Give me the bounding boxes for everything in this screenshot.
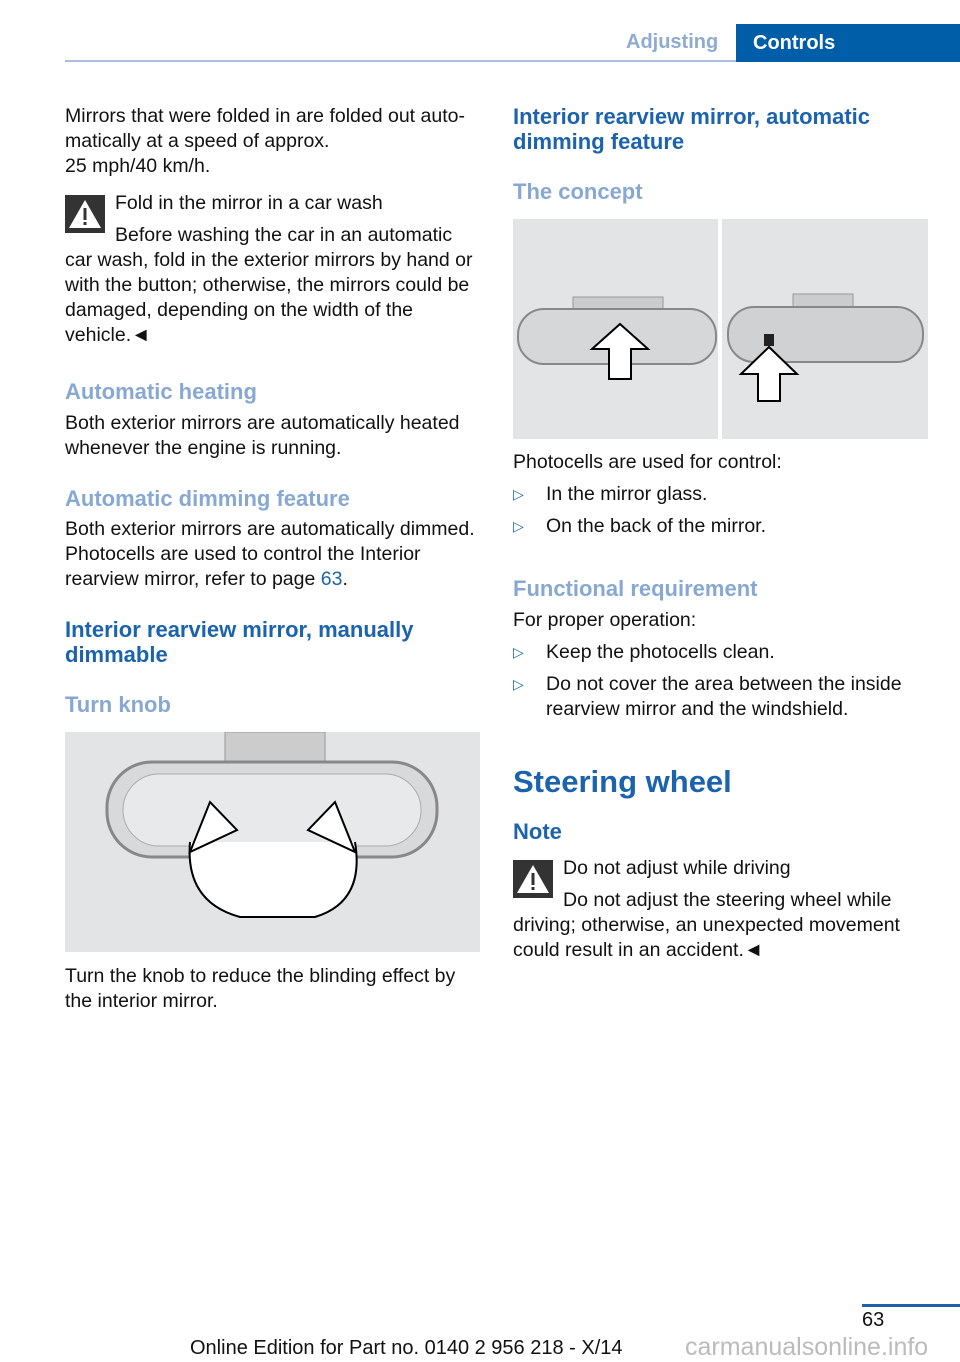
list-item: [513, 640, 928, 665]
warning-car-wash: [65, 191, 480, 216]
concept-lead: Photocells are used for control:: [513, 451, 782, 473]
heading-steering-wheel: Steering wheel: [513, 764, 732, 799]
warning-text: Before washing the car in an automatic car wash, fold in the exterior mirrors by hand or with the button; otherwise, the mirrors could be damaged, depending on the width of the vehicle.◄: [65, 224, 473, 346]
intro-line: Mirrors that were folded in are folded out auto-: [65, 105, 465, 127]
turn-knob-illustration: [65, 732, 480, 952]
requirement-lead: For proper operation:: [513, 609, 697, 631]
intro-line: 25 mph/40 km/h.: [65, 155, 211, 177]
warning-title: Do not adjust while driving: [563, 857, 791, 879]
dimming-text: [65, 517, 480, 592]
bullet-triangle-icon: ▷: [513, 486, 524, 502]
heading-auto-mirror: Interior rearview mirror, automatic dimming feature: [513, 104, 871, 154]
watermark: carmanualsonline.info: [685, 1333, 929, 1361]
heading-concept: The concept: [513, 179, 643, 204]
intro-line: matically at a speed of approx.: [65, 130, 330, 152]
warning-title: Fold in the mirror in a car wash: [115, 192, 383, 214]
header-chapter-tab: Controls: [736, 24, 960, 62]
footer-edition: Online Edition for Part no. 0140 2 956 218 - X/14: [190, 1337, 623, 1359]
list-item-text: On the back of the mirror.: [546, 515, 767, 537]
heading-note: Note: [513, 819, 562, 844]
warning-icon: [513, 860, 553, 898]
dimming-text-body: Both exterior mirrors are automatically dimmed. Photocells are used to control the Interior rearview mirror, refer to page: [65, 518, 475, 590]
right-column: [513, 104, 928, 963]
dimming-text-end: .: [342, 568, 348, 590]
list-item-text: In the mirror glass.: [546, 483, 708, 505]
photocell-illustration: [513, 219, 928, 439]
turn-knob-caption: Turn the knob to reduce the blinding effect by the interior mirror.: [65, 965, 456, 1012]
heading-automatic-dimming: Automatic dimming feature: [65, 486, 350, 511]
page-number: 63: [862, 1309, 885, 1331]
warning-icon: [65, 195, 105, 233]
warning-steering: [513, 856, 928, 881]
list-item: [513, 482, 928, 507]
list-item-text: Keep the photocells clean.: [546, 641, 775, 663]
header-section: Adjusting: [626, 31, 719, 53]
heading-turn-knob: Turn knob: [65, 692, 171, 717]
heading-manual-mirror: Interior rearview mirror, manually dimmable: [65, 617, 414, 667]
footer-rule: [862, 1304, 960, 1307]
list-item: [513, 672, 928, 722]
bullet-triangle-icon: ▷: [513, 676, 524, 692]
list-item: [513, 514, 928, 539]
heading-automatic-heating: Automatic heating: [65, 379, 257, 404]
header-rule: [65, 60, 737, 62]
heating-text: Both exterior mirrors are automatically heated whenever the engine is running.: [65, 412, 460, 459]
list-item-text: Do not cover the area between the inside rearview mirror and the windshield.: [546, 673, 902, 720]
page-link[interactable]: 63: [320, 568, 343, 590]
warning-text: Do not adjust the steering wheel while driving; otherwise, an unexpected movement could result in an accident.◄: [513, 889, 900, 961]
heading-functional-requirement: Functional requirement: [513, 576, 758, 601]
bullet-triangle-icon: ▷: [513, 644, 524, 660]
left-column: [65, 104, 480, 1014]
bullet-triangle-icon: ▷: [513, 518, 524, 534]
